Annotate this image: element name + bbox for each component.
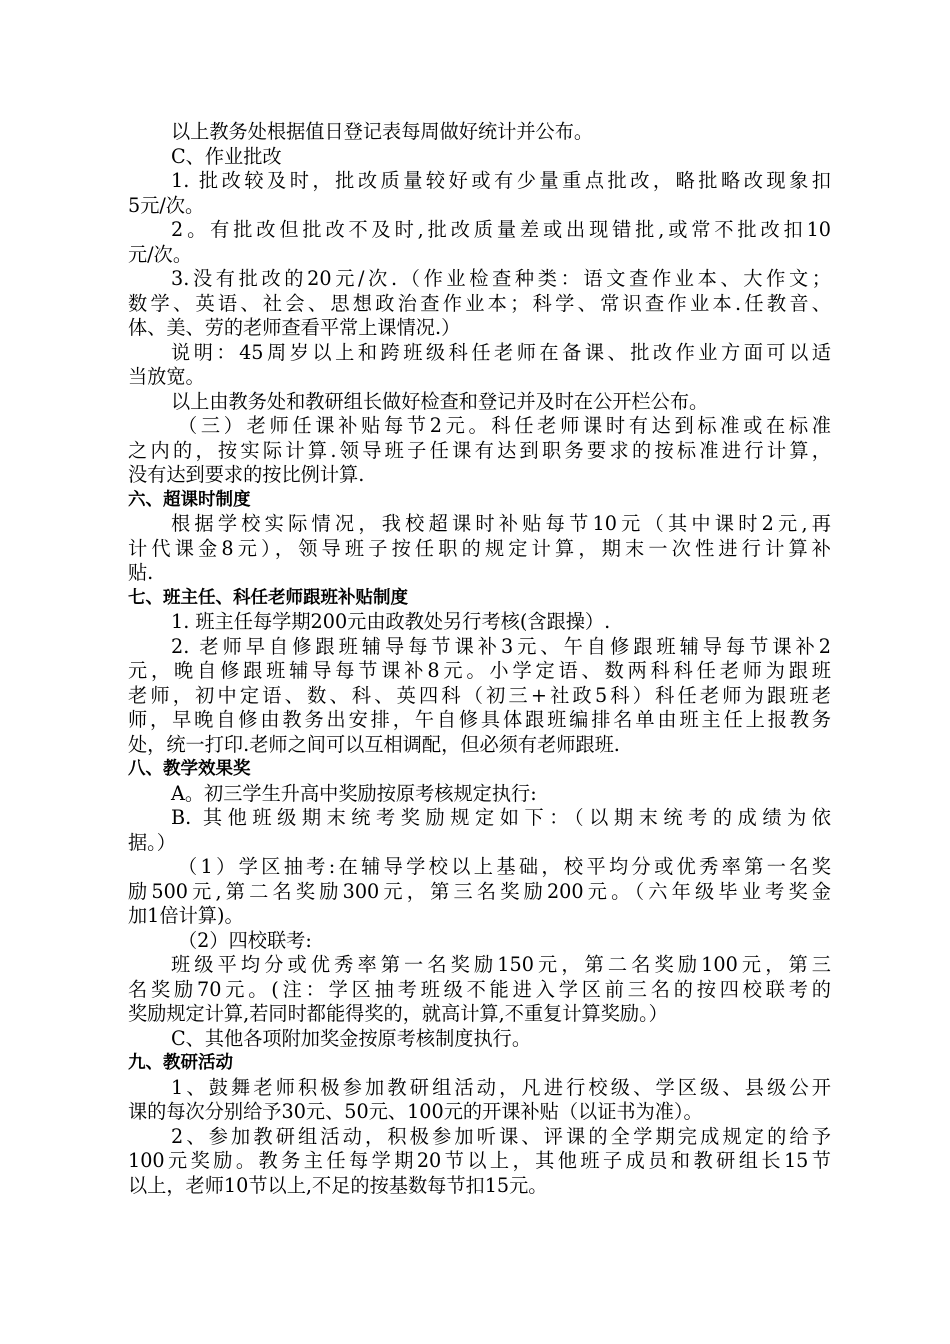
section-heading: 八、教学效果奖 [128,759,251,779]
text-line: 1. 批改较及时，批改质量较好或有少量重点批改，略批略改现象扣 [171,169,831,192]
text-line: 师，早晚自修由教务出安排，午自修具体跟班编排名单由班主任上报教务 [128,708,831,731]
text-line: 计代课金8元），领导班子按任职的规定计算，期末一次性进行计算补 [128,536,831,560]
text-line: 励500元,第二名奖励300元，第三名奖励200元。（六年级毕业考奖金 [128,879,831,903]
paragraph [128,120,831,145]
paragraph [128,169,831,218]
section-heading: 七、班主任、科任老师跟班补贴制度 [128,587,408,608]
text-line: C、其他各项附加奖金按原考核制度执行。 [171,1026,532,1050]
paragraph [128,341,831,390]
text-line: 根据学校实际情况，我校超课时补贴每节10元（其中课时2元,再 [171,512,831,535]
text-line: 以上教务处根据值日登记表每周做好统计并公布。 [171,120,594,143]
paragraph [128,414,831,488]
paragraph [128,1076,831,1125]
text-line: 2、参加教研组活动，积极参加听课、评课的全学期完成规定的给予 [171,1124,831,1148]
text-line: 加1倍计算)。 [128,904,244,927]
text-line: 1、鼓舞老师积极参加教研组活动，凡进行校级、学区级、县级公开 [171,1075,831,1099]
paragraph [128,1027,831,1052]
text-line: 数学、英语、社会、思想政治查作业本；科学、常识查作业本.任教音、 [128,291,831,315]
paragraph [128,218,831,267]
text-line: 据。） [128,830,176,854]
text-line: 以上，老师10节以上,不足的按基数每节扣15元。 [128,1173,548,1197]
document-page [128,120,831,1198]
paragraph [128,145,831,170]
text-line: 奖励规定计算,若同时都能得奖的，就高计算,不重复计算奖励。） [128,1002,668,1025]
paragraph [128,512,831,586]
paragraph [128,806,831,855]
text-line: 体、美、劳的老师查看平常上课情况.） [128,316,461,339]
text-line: A。初三学生升高中奖励按原考核规定执行: [171,781,537,805]
paragraph [128,390,831,415]
text-line: （1）学区抽考:在辅导学校以上基础，校平均分或优秀率第一名奖 [178,855,831,878]
text-line: 名奖励70元。(注：学区抽考班级不能进入学区前三名的按四校联考的 [128,977,831,1001]
text-line: 以上由教务处和教研组长做好检查和登记并及时在公开栏公布。 [171,389,709,413]
paragraph [128,929,831,954]
paragraph [128,855,831,929]
text-line: 2。有批改但批改不及时,批改质量差或出现错批,或常不批改扣10 [171,218,831,241]
paragraph [128,782,831,807]
text-line: 处，统一打印.老师之间可以互相调配，但必须有老师跟班. [128,732,620,756]
section-heading: 九、教研活动 [128,1053,233,1073]
text-line: 课的每次分别给予30元、50元、100元的开课补贴（以证书为准）。 [128,1100,703,1123]
text-line: 元，晚自修跟班辅导每节课补8元。小学定语、数两科科任老师为跟班 [128,659,831,682]
text-line: 元/次。 [128,242,193,266]
text-line: 3.没有批改的20元/次.（作业检查种类：语文查作业本、大作文； [171,267,831,290]
text-line: 1. 班主任每学期200元由政教处另行考核(含跟操）. [171,610,611,633]
text-line: （2）四校联考: [178,928,312,952]
paragraph [128,267,831,341]
text-line: （三）老师任课补贴每节2元。科任老师课时有达到标准或在标准 [178,414,831,437]
text-line: B. 其他班级期末统考奖励规定如下：（以期末统考的成绩为依 [171,806,831,829]
section-heading: 六、超课时制度 [128,489,251,510]
text-line: 班级平均分或优秀率第一名奖励150元，第二名奖励100元，第三 [171,953,831,976]
paragraph [128,610,831,635]
text-line: 当放宽。 [128,365,205,388]
text-line: 5元/次。 [128,193,205,217]
paragraph [128,1125,831,1199]
text-line: 100元奖励。教务主任每学期20节以上，其他班子成员和教研组长15节 [128,1149,831,1172]
paragraph [128,953,831,1027]
paragraph [128,635,831,758]
text-line: 2. 老师早自修跟班辅导每节课补3元、午自修跟班辅导每节课补2 [171,634,831,658]
text-line: 贴. [128,561,154,584]
text-line: 没有达到要求的按比例计算. [128,463,365,486]
text-line: 之内的，按实际计算.领导班子任课有达到职务要求的按标准进行计算， [128,438,831,462]
text-line: 说明：45周岁以上和跨班级科任老师在备课、批改作业方面可以适 [171,340,831,364]
text-line: C、作业批改 [171,144,282,168]
text-line: 老师，初中定语、数、科、英四科（初三+社政5科）科任老师为跟班老 [128,683,831,707]
